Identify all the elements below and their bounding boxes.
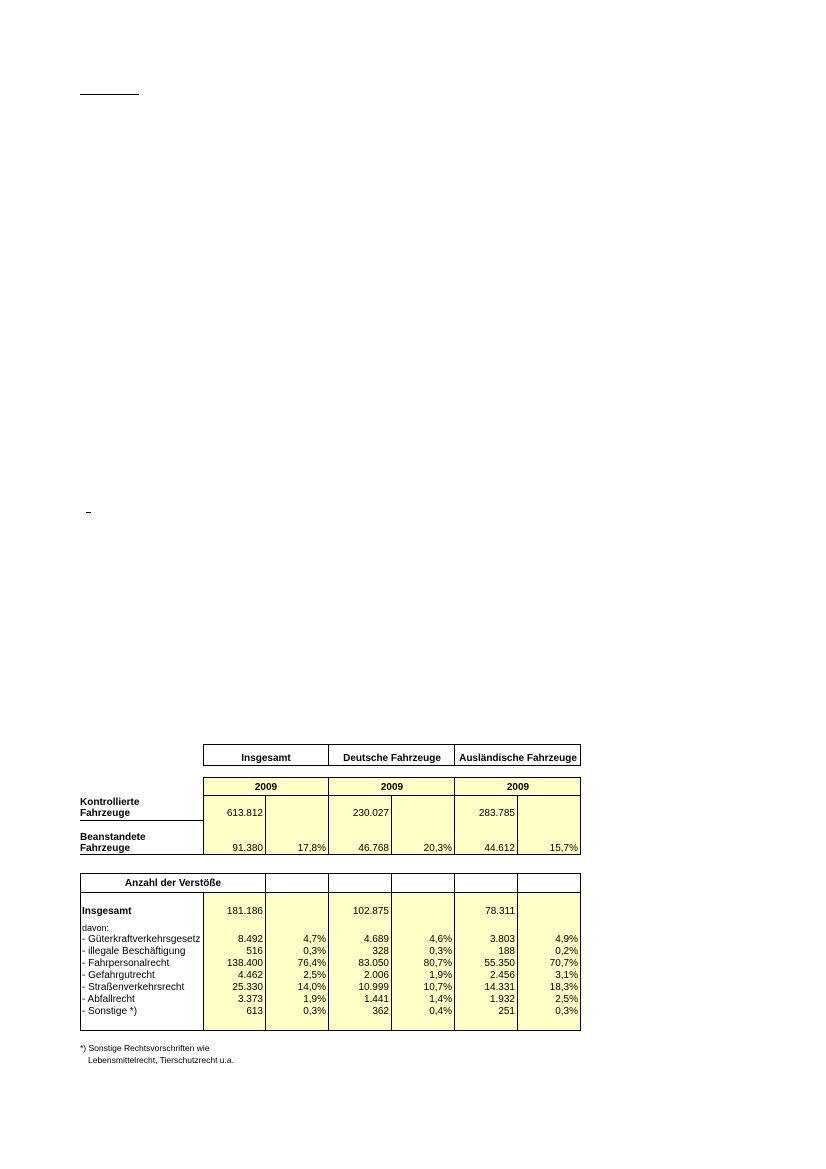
violation-row-value: 3.803 bbox=[489, 934, 515, 945]
violation-row-pct: 4,7% bbox=[303, 934, 326, 945]
violation-row-label: - illegale Beschäftigung bbox=[82, 946, 186, 957]
violation-row-pct: 1,4% bbox=[429, 994, 452, 1005]
violation-row-pct: 4,6% bbox=[429, 934, 452, 945]
kontrolliert-value: 230.027 bbox=[352, 808, 389, 819]
kontrolliert-value: 613.812 bbox=[226, 808, 263, 819]
year-label-2: 2009 bbox=[380, 782, 404, 793]
violation-row-label: - Abfallrecht bbox=[82, 994, 135, 1005]
violation-row-value: 8.492 bbox=[237, 934, 263, 945]
violations-total-value: 181.186 bbox=[226, 906, 263, 917]
beanstandet-pct: 17,8% bbox=[297, 843, 326, 854]
violation-row-label: - Straßenverkehrsrecht bbox=[82, 982, 185, 993]
violation-row-value: 3.373 bbox=[237, 994, 263, 1005]
violations-header-blank bbox=[518, 873, 581, 893]
violation-row-value: 1.932 bbox=[489, 994, 515, 1005]
violation-row-value: 1.441 bbox=[363, 994, 389, 1005]
violation-row-pct: 0,3% bbox=[429, 946, 452, 957]
violation-row-label: - Fahrpersonalrecht bbox=[82, 958, 170, 969]
group-label-insgesamt: Insgesamt bbox=[241, 753, 291, 764]
kontrolliert-value: 283.785 bbox=[478, 808, 515, 819]
violation-row-value: 25.330 bbox=[232, 982, 263, 993]
year-label-3: 2009 bbox=[506, 782, 530, 793]
beanstandet-pct: 20,3% bbox=[423, 843, 452, 854]
violation-row-pct: 3,1% bbox=[555, 970, 578, 981]
violation-row-pct: 0,3% bbox=[303, 946, 326, 957]
beanstandet-label-1: Beanstandete bbox=[80, 832, 146, 843]
violation-row-pct: 0,4% bbox=[429, 1006, 452, 1017]
violation-row-value: 4.462 bbox=[237, 970, 263, 981]
group-label-auslaendische: Ausländische Fahrzeuge bbox=[459, 753, 577, 764]
beanstandet-value: 91.380 bbox=[232, 843, 263, 854]
violations-left-rule bbox=[80, 893, 81, 1031]
kontrolliert-label-1: Kontrollierte bbox=[80, 797, 140, 808]
violations-header-label: Anzahl der Verstöße bbox=[124, 878, 222, 889]
beanstandet-value: 46.768 bbox=[358, 843, 389, 854]
violation-row-value: 328 bbox=[372, 946, 389, 957]
kontrolliert-label-2: Fahrzeuge bbox=[80, 808, 131, 819]
violation-row-pct: 0,2% bbox=[555, 946, 578, 957]
davon-label: davon: bbox=[82, 923, 110, 933]
footnote-line-2: Lebensmittelrecht, Tierschutzrecht u.a. bbox=[88, 1055, 234, 1065]
beanstandet-value: 44.612 bbox=[484, 843, 515, 854]
violation-row-value: 83.050 bbox=[358, 958, 389, 969]
violation-row-value: 251 bbox=[498, 1006, 515, 1017]
violation-row-pct: 1,9% bbox=[303, 994, 326, 1005]
violations-header-blank bbox=[455, 873, 518, 893]
violation-row-pct: 0,3% bbox=[555, 1006, 578, 1017]
violations-total-label: Insgesamt bbox=[82, 906, 132, 917]
violation-row-value: 516 bbox=[246, 946, 263, 957]
violation-row-label: - Güterkraftverkehrsgesetz bbox=[82, 934, 201, 945]
violation-row-pct: 1,9% bbox=[429, 970, 452, 981]
violation-row-pct: 0,3% bbox=[303, 1006, 326, 1017]
violation-row-value: 613 bbox=[246, 1006, 263, 1017]
violations-header-blank bbox=[329, 873, 392, 893]
group-label-deutsche: Deutsche Fahrzeuge bbox=[343, 753, 441, 764]
violation-row-label: - Gefahrgutrecht bbox=[82, 970, 155, 981]
violation-row-value: 2.006 bbox=[363, 970, 389, 981]
violation-row-value: 138.400 bbox=[226, 958, 263, 969]
beanstandet-label-2: Fahrzeuge bbox=[80, 843, 131, 854]
violation-row-value: 14.331 bbox=[484, 982, 515, 993]
violation-row-pct: 10,7% bbox=[423, 982, 452, 993]
violations-header-blank bbox=[392, 873, 455, 893]
violation-row-pct: 70,7% bbox=[549, 958, 578, 969]
violation-row-label: - Sonstige *) bbox=[82, 1006, 138, 1017]
violation-row-pct: 14,0% bbox=[297, 982, 326, 993]
footnote-line-1: *) Sonstige Rechtsvorschriften wie bbox=[80, 1043, 210, 1053]
violation-row-value: 362 bbox=[372, 1006, 389, 1017]
violation-row-value: 2.456 bbox=[489, 970, 515, 981]
violations-header-blank bbox=[266, 873, 329, 893]
violation-row-pct: 2,5% bbox=[303, 970, 326, 981]
violations-total-value: 78.311 bbox=[485, 906, 515, 917]
violation-row-pct: 4,9% bbox=[555, 934, 578, 945]
violation-row-value: 4.689 bbox=[363, 934, 389, 945]
violation-row-value: 188 bbox=[498, 946, 515, 957]
violations-total-value: 102.875 bbox=[352, 906, 389, 917]
violation-row-pct: 80,7% bbox=[423, 958, 452, 969]
beanstandet-pct: 15,7% bbox=[549, 843, 578, 854]
violations-bottom-rule bbox=[80, 1030, 203, 1031]
violation-row-pct: 76,4% bbox=[297, 958, 326, 969]
violation-row-pct: 2,5% bbox=[555, 994, 578, 1005]
violation-row-pct: 18,3% bbox=[549, 982, 578, 993]
violation-row-value: 55.350 bbox=[484, 958, 515, 969]
year-label-1: 2009 bbox=[254, 782, 278, 793]
violation-row-value: 10.999 bbox=[358, 982, 389, 993]
